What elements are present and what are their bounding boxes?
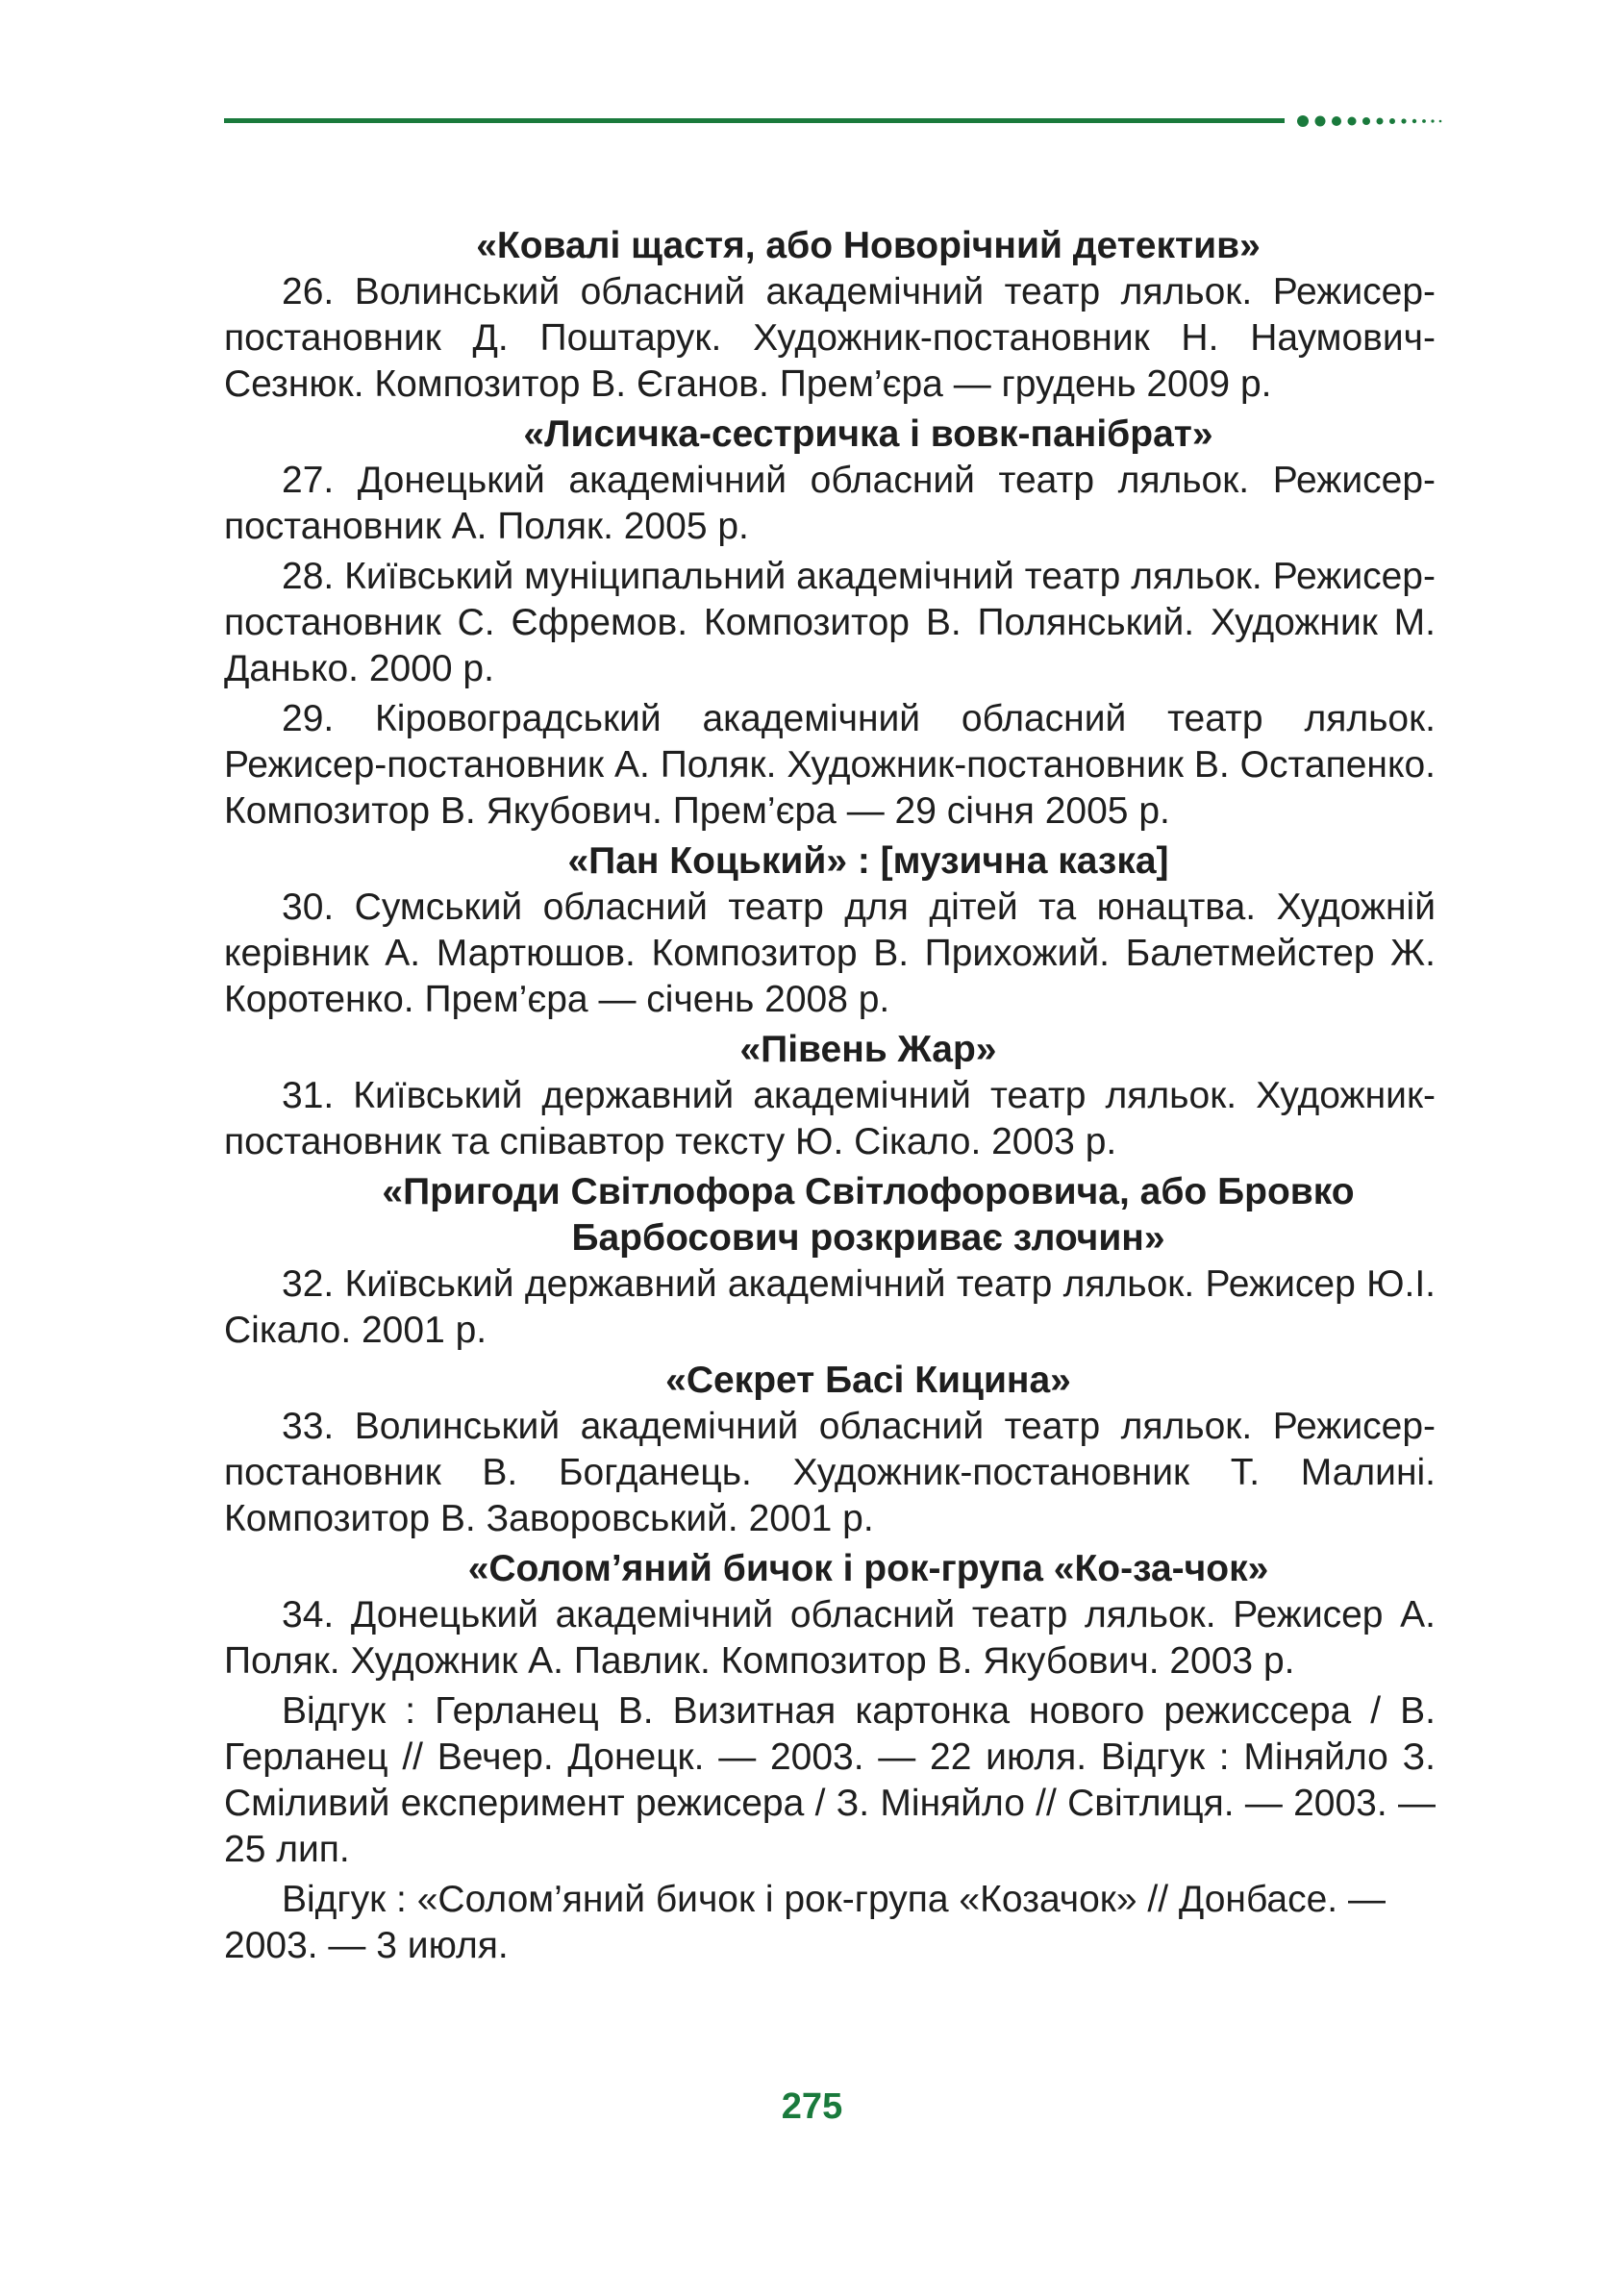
bibliography-entry: 32. Київський державний академічний театр ляльок. Режисер Ю.І. Сікало. 2001 р. [224, 1263, 1436, 1351]
section-title: «Ковалі щастя, або Новорічний детектив» [476, 225, 1261, 266]
section-title: «Секрет Басі Кицина» [665, 1360, 1071, 1401]
bibliography-entry: 33. Волинський академічний обласний театр ляльок. Режисер-постановник В. Богданець. Художник-постановник Т. Малині. Композитор В. Заворовський. 2001 р. [224, 1406, 1436, 1539]
bibliography-entry: 28. Київський муніципальний академічний театр ляльок. Режисер-постановник С. Єфремов. Композитор В. Полянський. Художник М. Данько. 2000 р. [224, 556, 1436, 689]
section-title: «Півень Жар» [739, 1029, 997, 1070]
bibliography-entry: 34. Донецький академічний обласний театр ляльок. Режисер А. Поляк. Художник А. Павлик. Композитор В. Якубович. 2003 р. [224, 1594, 1436, 1682]
bibliography-entry: 30. Сумський обласний театр для дітей та юнацтва. Художній керівник А. Мартюшов. Композитор В. Прихожий. Балетмейстер Ж. Коротенко. Прем’єра — січень 2008 р. [224, 886, 1436, 1020]
header-rule [224, 118, 1285, 123]
header-dots-ornament [1296, 112, 1445, 131]
bibliography-entry: 27. Донецький академічний обласний театр ляльок. Режисер-постановник А. Поляк. 2005 р. [224, 460, 1436, 547]
bibliography-entry: 31. Київський державний академічний театр ляльок. Художник-постановник та співавтор тексту Ю. Сікало. 2003 р. [224, 1075, 1436, 1162]
section-title: «Пан Коцький» : [музична казка] [567, 840, 1169, 882]
review-entry: Відгук : Герланец В. Визитная картонка нового режиссера / В. Герланец // Вечер. Донецк. — 2003. — 22 июля. Відгук : Міняйло З. Сміливий експеримент режисера / З. Міняйло // Світлиця. — 2003. — 25 лип. [224, 1690, 1436, 1870]
page-content [224, 223, 1436, 1973]
section-title: «Лисичка-сестричка і вовк-панібрат» [523, 413, 1213, 455]
review-entry: Відгук : «Солом’яний бичок і рок-група «Козачок» // Донбасе. — 2003. — 3 июля. [224, 1879, 1386, 1966]
section-title: «Пригоди Світлофора Світлофоровича, або Бровко Барбосович розкриває злочин» [382, 1171, 1355, 1259]
section-title: «Солом’яний бичок і рок-група «Ко-за-чок» [467, 1548, 1269, 1589]
bibliography-entry: 29. Кіровоградський академічний обласний театр ляльок. Режисер-постановник А. Поляк. Художник-постановник В. Остапенко. Композитор В. Якубович. Прем’єра — 29 січня 2005 р. [224, 698, 1436, 832]
page-number: 275 [781, 2086, 843, 2127]
bibliography-entry: 26. Волинський обласний академічний театр ляльок. Режисер-постановник Д. Поштарук. Художник-постановник Н. Наумович-Сезнюк. Композитор В. Єганов. Прем’єра — грудень 2009 р. [224, 271, 1436, 405]
